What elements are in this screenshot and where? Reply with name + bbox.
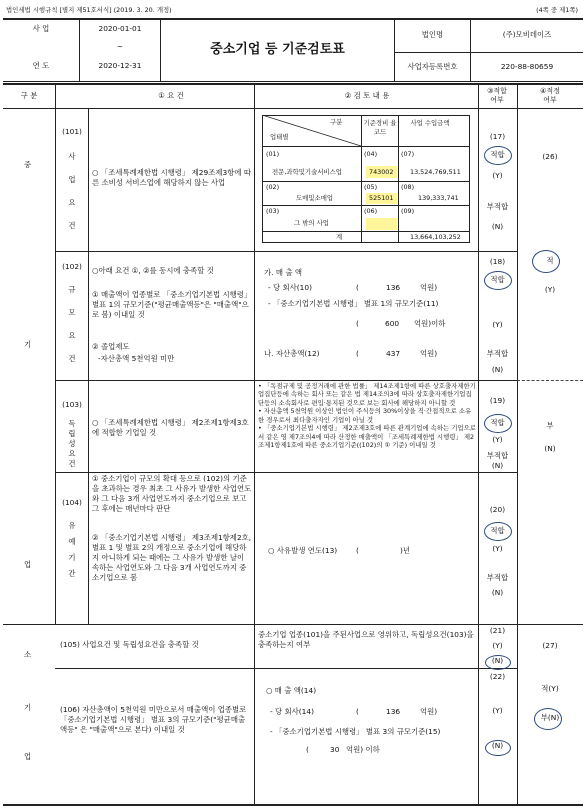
r101-row3-code-bg	[366, 218, 397, 230]
r103-unfit: 부적합	[486, 451, 509, 460]
r104-req-1: ① 중소기업이 규모의 확대 등으로 (102)의 기준을 초과하는 경우 최초 그 사유가 발생한 사업연도와 그 다음 3개 사업연도까지 중소기업으로 보고 그 후에는 매년마다 판단	[92, 474, 252, 513]
r106-fit4-y: 적(Y)	[541, 684, 559, 693]
r104-fit-no: (20)	[489, 505, 506, 514]
r104-rev-paren: (	[356, 546, 359, 555]
biz-no-label: 사업자등록번호	[407, 62, 458, 71]
r101-total-label: 계	[336, 233, 343, 241]
r101-unfit: 부적합	[486, 202, 509, 211]
r101-fit-y: (Y)	[492, 171, 503, 180]
r102-req-3: ② 졸업제도	[92, 342, 130, 351]
r101-row2-code: 525101	[369, 194, 394, 202]
r104-review: ○ 사유발생 연도(13)	[268, 546, 338, 555]
r102-label-2: 모	[68, 308, 76, 317]
fiscal-year-label-1: 사 업	[32, 24, 50, 33]
r103-label-1: 독	[68, 419, 76, 428]
r106-rev-3: - 「중소기업기본법 시행령」 별표 3의 규모기준(15)	[270, 727, 441, 736]
r102-rev-4-paren: (	[356, 319, 359, 328]
r101-fit: 적합	[490, 150, 505, 159]
r102-assets: 437	[386, 349, 401, 358]
r101-label-1: 사	[68, 152, 76, 161]
fiscal-year-label-2: 연 도	[32, 61, 50, 70]
r102-rev-2-paren: (	[356, 283, 359, 292]
r106-size-unit: 억원) 이하	[346, 745, 380, 754]
r106-requirement: (106) 자산총액이 5천억원 미만으로서 매출액이 업종별로 「중소기업기본법 시행령」 별표 3의 규모기준("평균매출액등" 은 "매출액"으로 본다) 이내일 것	[60, 705, 247, 734]
r105-review: 중소기업 업종(101)을 주된사업으로 영위하고, 독립성요건(103)을 충족하는지 여부	[258, 630, 474, 649]
col-requirements: ① 요 건	[158, 91, 184, 100]
r104-rev-unit: )년	[400, 546, 411, 555]
r102-rev-1: 가. 매 출 액	[264, 268, 302, 277]
r101-th-amount: 사업 수입금액	[410, 119, 450, 127]
r101-total: 13,664,103,252	[410, 233, 461, 241]
r106-rev-1: ○ 매 출 액(14)	[266, 686, 317, 695]
r102-rev-5: 나. 자산총액(12)	[264, 349, 320, 358]
biz-no: 220-88-80659	[500, 62, 554, 71]
r106-rev-2-paren: (	[356, 707, 359, 716]
r102-fit-no: (18)	[489, 257, 506, 266]
period-end: 2020-12-31	[98, 61, 142, 70]
r101-row2-no2: (05)	[364, 183, 378, 191]
r104-unfit-n: (N)	[491, 588, 504, 597]
r105-fit-n: (N)	[491, 656, 504, 665]
r103-fit-no: (19)	[489, 396, 506, 405]
r102-req-1: ○아래 요건 ①, ②를 동시에 충족할 것	[92, 266, 214, 275]
r101-label-4: 건	[68, 221, 76, 230]
r102-sales: 136	[386, 283, 401, 292]
r104-unfit: 부적합	[486, 573, 509, 582]
r103-fit4: 부	[546, 421, 554, 430]
r104-label-4: 간	[68, 569, 76, 578]
r103-fit4-n: (N)	[544, 444, 556, 453]
r101-row1-code: 743002	[369, 168, 394, 176]
r102-fit4: 적	[546, 256, 554, 265]
r106-fit4-n: 부(N)	[540, 713, 560, 722]
r104-req-2: ② 「중소기업기본법 시행령」 제3조제1항제2호, 별표 1 및 별표 2의 개정으로 중소기업에 해당하지 아니하게 되는 때에는 그 사유가 발생한 날이 속하는 사업연도와 그 다음 3개 사업연도까지 중소기업으로 봄	[92, 533, 252, 582]
period-start: 2020-01-01	[98, 24, 142, 33]
r102-sales-unit: 억원)	[420, 283, 438, 292]
r101-row1-no: (01)	[266, 150, 280, 158]
r106-rev-2: - 당 회사(14)	[270, 707, 314, 716]
r101-row3-no2: (06)	[364, 207, 378, 215]
r102-rev-3: - 「중소기업기본법 시행령」 별표 1의 규모기준(11)	[268, 299, 439, 308]
r102-label-3: 요	[68, 331, 76, 340]
r101-row3-no: (03)	[266, 207, 280, 215]
r103-label-5: 건	[68, 459, 76, 468]
r103-label-3: 성	[68, 439, 76, 448]
period-tilde: ~	[116, 42, 124, 51]
r102-fit: 적합	[490, 275, 505, 284]
r103-fit: 적합	[490, 418, 505, 427]
r106-fit-no: (22)	[489, 672, 506, 681]
r101-fit4: (26)	[542, 152, 558, 161]
r106-fit-y: (Y)	[492, 706, 503, 715]
r106-size-limit: 30	[330, 745, 340, 754]
r104-fit: 적합	[490, 526, 505, 535]
page-title: 중소기업 등 기준검토표	[210, 42, 345, 57]
r103-requirement: ○ 「조세특례제한법 시행령」 제2조제1항제3호에 적합한 기업일 것	[92, 418, 249, 437]
r102-label-4: 건	[68, 354, 76, 363]
r102-rev-5-paren: (	[356, 349, 359, 358]
r104-label-1: 유	[68, 521, 76, 530]
r101-row2-name: 도매및소매업	[296, 194, 334, 202]
r104-label-3: 기	[68, 553, 76, 562]
r101-unfit-n: (N)	[491, 222, 504, 231]
r105-fit-y: (Y)	[492, 641, 503, 650]
r101-th-code: 기준경비 율코드	[363, 119, 397, 136]
r102-unfit-n: (N)	[491, 365, 504, 374]
r105-fit4: (27)	[542, 641, 558, 650]
r101-fit-no: (17)	[489, 132, 506, 141]
side-label-3: 업	[24, 560, 32, 569]
r102-assets-unit: 억원)	[420, 349, 438, 358]
side-label-1: 중	[24, 160, 32, 169]
r101-label-2: 업	[68, 175, 76, 184]
r106-fit-n: (N)	[491, 741, 504, 750]
r102-fit4-y: (Y)	[544, 285, 556, 294]
page-indicator: (4쪽 중 제1쪽)	[536, 6, 578, 14]
corp-name-label: 법인명	[421, 30, 444, 39]
r103-label-2: 립	[68, 429, 76, 438]
r102-req-2: ① 매출액이 업종별로 「중소기업기본법 시행령」 별표 1의 규모기준("평균매출액등"은 "매출액"으로 봄) 이내일 것	[92, 290, 252, 319]
r106-sales-unit: 억원)	[420, 707, 438, 716]
r104-label-2: 예	[68, 537, 76, 546]
r103-fit-y: (Y)	[492, 435, 503, 444]
r101-row2-no: (02)	[266, 183, 280, 191]
r105-requirement: (105) 사업요건 및 독립성요건을 충족할 것	[60, 640, 199, 649]
r106-rev-4-paren: (	[306, 745, 309, 754]
r101-row1-name: 전문,과학및기술서비스업	[272, 168, 342, 176]
r101-label-3: 요	[68, 198, 76, 207]
r102-size-unit: 억원)이하	[414, 319, 446, 328]
r105-fit-no: (21)	[489, 626, 506, 635]
r101-row2-no3: (08)	[401, 183, 415, 191]
r101-row1-no3: (07)	[401, 150, 415, 158]
r101-row2-amount: 139,333,741	[418, 194, 459, 202]
col-fit-4: ④적정 여부	[540, 87, 560, 105]
col-category: 구 분	[20, 91, 38, 100]
r101-th-kind: 업태별	[270, 133, 289, 141]
r101-row3-name: 그 밖의 사업	[294, 219, 329, 227]
r103-no: (103)	[62, 400, 82, 409]
r101-no: (101)	[62, 127, 82, 136]
r102-label-1: 규	[68, 285, 76, 294]
col-fit-3: ③적합 여부	[487, 87, 507, 105]
corp-name: (주)모비데이즈	[502, 30, 552, 39]
r102-size-limit: 600	[385, 319, 400, 328]
r104-no: (104)	[62, 498, 82, 507]
r103-label-4: 요	[68, 449, 76, 458]
r102-fit-y: (Y)	[492, 320, 503, 329]
r101-row1-no2: (04)	[364, 150, 378, 158]
r103-review: • 「독점규제 및 공정거래에 관한 법률」 제14조제1항에 따른 상호출자제한기업집단등에 속하는 회사 또는 같은 법 제14조의3에 따라 상호출자제한기업집단등의 소속회사로 편입·통지된 것으로 보는 회사에 해당하지 아니할 것 • 자산총액 5천억원 이상인 법인이 주식등의 30%이상을 직·간접적으로 소유한 경우로서 최다출자자인 기업이 아닐 것 • 「중소기업기본법 시행령」 제2조제3호에 따른 관계기업에 속하는 기업으로서 같은 영 제7조의4에 따라 산정한 매출액이 「조세특례제한법 시행령」 제2조제1항제1호에 따른 중소기업기준((102)의 ① 기준) 이내일 것	[258, 382, 476, 450]
r102-req-4: -자산총액 5천억원 미만	[98, 354, 175, 363]
side-label-2: 기	[24, 340, 32, 349]
form-reference: 법인세법 시행규칙 [별지 제51호서식] (2019. 3. 20. 개정)	[6, 6, 172, 14]
r102-no: (102)	[62, 262, 82, 271]
side-label-6: 업	[24, 752, 32, 761]
r101-requirement: ○ 「조세특례제한법 시행령」 제29조제3항에 따른 소비성 서비스업에 해당하지 않는 사업	[92, 168, 251, 187]
side-label-4: 소	[24, 650, 32, 659]
r101-row1-amount: 13,524,769,511	[410, 168, 461, 176]
col-review: ② 검 토 내 용	[344, 91, 390, 100]
r104-fit-y: (Y)	[492, 544, 503, 553]
side-label-5: 기	[24, 703, 32, 712]
r106-sales: 136	[386, 707, 401, 716]
r103-unfit-n: (N)	[491, 461, 504, 470]
r102-rev-2: - 당 회사(10)	[268, 283, 312, 292]
r102-unfit: 부적합	[486, 349, 509, 358]
r101-th-sub: 구분	[330, 118, 343, 126]
r101-row3-no3: (09)	[401, 207, 415, 215]
